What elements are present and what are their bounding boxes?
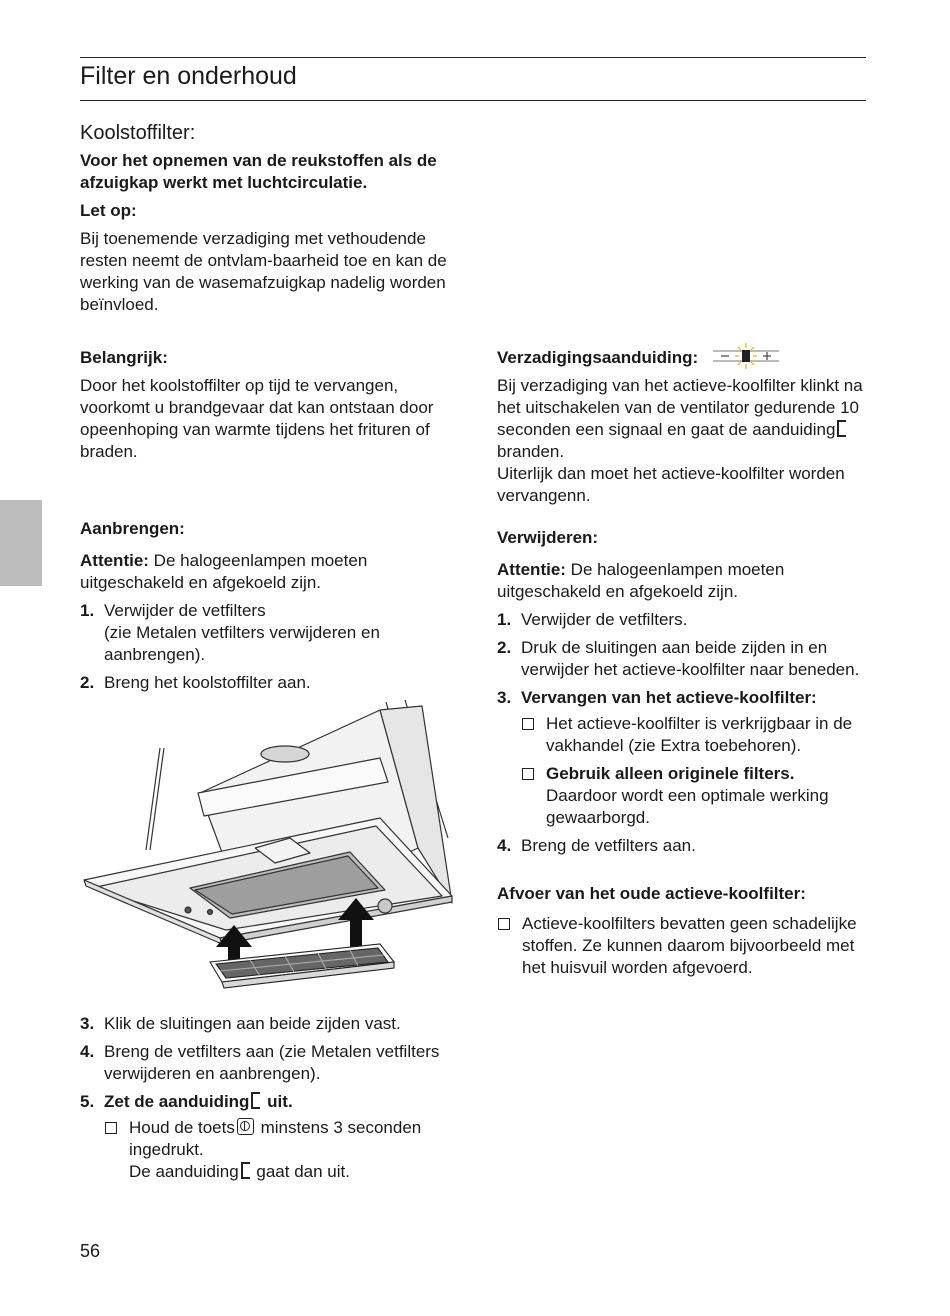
substep-text: Houd de toets <box>129 1118 235 1137</box>
saturation-display-symbol-icon <box>251 1092 260 1109</box>
important-block <box>80 347 450 463</box>
note-label: Let op: <box>80 201 137 220</box>
mount-block <box>80 518 450 700</box>
mount-label: Aanbrengen: <box>80 519 185 538</box>
list-item <box>104 1117 460 1183</box>
list-item <box>497 637 867 681</box>
attention-label: Attentie: <box>497 560 566 579</box>
step-text: Vervangen van het actieve-koolfilter: <box>521 688 817 707</box>
step-number: 2. <box>497 638 512 657</box>
step-text: Breng de vetfilters aan. <box>521 836 696 855</box>
step-number: 4. <box>497 836 512 855</box>
header-rule-top <box>80 57 866 58</box>
page-number: 56 <box>80 1241 101 1261</box>
list-item <box>80 672 450 694</box>
saturation-label: Verzadigingsaanduiding: <box>497 348 699 367</box>
right-column <box>497 343 867 985</box>
important-text: Door het koolstoffilter op tijd te vervangen, voorkomt u brandgevaar dat kan ontstaan door opeenhoping van warmte tijdens het frituren of braden. <box>80 376 434 461</box>
list-item <box>497 913 867 979</box>
remove-label: Verwijderen: <box>497 528 599 547</box>
mount-attention <box>80 550 450 594</box>
step-number: 5. <box>80 1092 95 1111</box>
saturation-display-symbol-icon <box>241 1162 250 1179</box>
step-text: Klik de sluitingen aan beide zijden vast. <box>104 1014 401 1033</box>
page-title: Filter en onderhoud <box>80 62 297 90</box>
step-text-end: uit. <box>262 1092 293 1111</box>
saturation-text <box>497 375 867 463</box>
remove-steps <box>497 609 867 857</box>
step-text-detail: (zie Metalen vetfilters verwijderen en aanbrengen). <box>104 623 380 664</box>
list-item <box>497 835 867 857</box>
step-text: Breng het koolstoffilter aan. <box>104 673 311 692</box>
saturation-text-1-end: branden. <box>497 442 565 461</box>
mount-steps <box>80 600 450 694</box>
list-item <box>80 600 450 666</box>
step5-substeps <box>104 1117 460 1183</box>
substep-bold: Gebruik alleen originele filters. <box>546 764 795 783</box>
step-text: Verwijder de vetfilters <box>104 601 266 620</box>
step3-substeps <box>521 713 867 829</box>
saturation-text-2: Uiterlijk dan moet het actieve-koolfilter worden vervangenn. <box>497 464 845 505</box>
step-number: 4. <box>80 1042 95 1061</box>
step-number: 3. <box>497 688 512 707</box>
note-text: Bij toenemende verzadiging met vethoudende resten neemt de ontvlam-baarheid toe en kan de werking van de wasemafzuigkap nadelig worden beïnvloed. <box>80 229 447 314</box>
list-item <box>80 1091 460 1183</box>
step-text: Druk de sluitingen aan beide zijden in en verwijder het actieve-koolfilter naar beneden. <box>521 638 860 679</box>
list-item <box>497 609 867 631</box>
saturation-display-symbol-icon <box>837 420 846 437</box>
section-tab-marker <box>0 500 42 586</box>
attention-text: De halogeenlampen moeten uitgeschakeld en afgekoeld zijn. <box>497 560 785 601</box>
step-number: 2. <box>80 673 95 692</box>
disposal-label: Afvoer van het oude actieve-koolfilter: <box>497 884 806 903</box>
substep-text-2-end: gaat dan uit. <box>251 1162 350 1181</box>
disposal-text: Actieve-koolfilters bevatten geen schadelijke stoffen. Ze kunnen daarom bijvoorbeeld met het huisvuil worden afgevoerd. <box>522 914 857 977</box>
step-number: 1. <box>80 601 95 620</box>
step-text: Breng de vetfilters aan (zie Metalen vetfilters verwijderen en aanbrengen). <box>104 1042 440 1083</box>
left-intro-column <box>80 120 460 316</box>
mount-steps-2 <box>80 1013 460 1183</box>
important-label: Belangrijk: <box>80 348 168 367</box>
list-item <box>521 763 867 829</box>
filter-button-icon <box>237 1118 254 1135</box>
saturation-indicator-icon <box>711 343 781 369</box>
section-title: Koolstoffilter: <box>80 122 196 144</box>
step-number: 3. <box>80 1014 95 1033</box>
list-item <box>497 687 867 829</box>
attention-text: De halogeenlampen moeten uitgeschakeld en afgekoeld zijn. <box>80 551 368 592</box>
substep-text-2: De aanduiding <box>129 1162 239 1181</box>
mount-steps-continued <box>80 1013 460 1189</box>
carbon-filter-installation-illustration <box>80 698 460 998</box>
substep-text: Het actieve-koolfilter is verkrijgbaar in de vakhandel (zie Extra toebehoren). <box>546 714 853 755</box>
substep-text-mid: minstens 3 seconden ingedrukt. <box>129 1118 422 1159</box>
list-item <box>80 1013 460 1035</box>
list-item <box>80 1041 460 1085</box>
step-text: Verwijder de vetfilters. <box>521 610 688 629</box>
saturation-text-1: Bij verzadiging van het actieve-koolfilter klinkt na het uitschakelen van de ventilator gedurende 10 seconden een signaal en gaat de aanduiding <box>497 376 863 439</box>
remove-attention <box>497 559 867 603</box>
step-text: Zet de aanduiding <box>104 1092 250 1111</box>
header-rule-bottom <box>80 100 866 101</box>
intro-text: Voor het opnemen van de reukstoffen als de afzuigkap werkt met luchtcirculatie. <box>80 151 437 192</box>
disposal-list <box>497 913 867 979</box>
saturation-heading <box>497 343 867 369</box>
attention-label: Attentie: <box>80 551 149 570</box>
list-item <box>521 713 867 757</box>
step-number: 1. <box>497 610 512 629</box>
substep-text: Daardoor wordt een optimale werking gewaarborgd. <box>546 786 829 827</box>
